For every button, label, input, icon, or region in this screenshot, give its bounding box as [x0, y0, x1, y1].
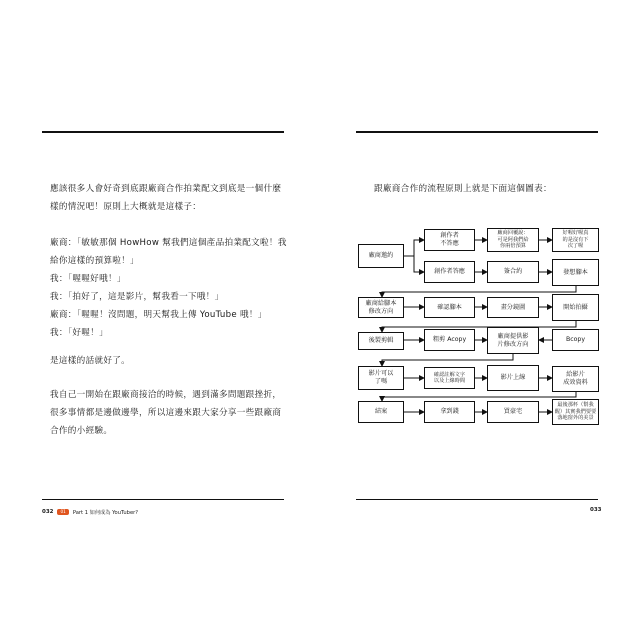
node-start-shoot: 開始拍攝	[552, 294, 599, 321]
text-line: 我：「喔喔好哦！」	[50, 274, 126, 284]
text-line: 樣的情況吧！原則上大概就是這樣子：	[50, 202, 202, 212]
page-number-left: 032	[42, 509, 54, 515]
paragraph-dialogue	[50, 234, 287, 342]
node-bcopy: Bcopy	[552, 329, 599, 351]
node-invite: 廠商邀約	[358, 244, 404, 268]
node-publish: 影片上線	[487, 365, 539, 391]
text-line: 合作的小經驗。	[50, 426, 113, 436]
node-confirm-caption: 確認註解文字 以及上線時間	[424, 367, 475, 389]
node-rough-cut: 粗剪 Acopy	[424, 329, 475, 351]
text-line: 是這樣的話就好了。	[50, 356, 131, 366]
paragraph-experience	[50, 386, 280, 440]
node-storyboard: 畫分鏡圖	[487, 297, 539, 318]
node-sign: 簽合約	[487, 261, 539, 283]
text-line: 我：「好喔！」	[50, 328, 108, 338]
chapter-title: Part 1 如何成為 YouTuber?	[72, 509, 139, 516]
node-script-idea: 發想腳本	[552, 259, 599, 286]
node-post-edit: 後製剪輯	[358, 332, 404, 350]
text-line: 廠商：「敏敏那個 HowHow 幫我們這個產品拍業配文啦！我	[50, 238, 287, 248]
bottom-rule-left	[42, 499, 284, 500]
text-line: 我自己一開始在跟廠商接洽的時候，遇到滿多問題跟挫折，	[50, 390, 282, 400]
node-creator-accept: 創作者答應	[424, 261, 475, 283]
paragraph-intro	[50, 180, 280, 216]
node-creator-reject: 創作者 不答應	[424, 229, 475, 251]
node-buy-house: 買豪宅	[487, 401, 539, 423]
node-get-paid: 拿到錢	[424, 401, 475, 423]
node-confirm-script: 確認腳本	[424, 297, 475, 318]
top-rule-right	[356, 131, 598, 133]
node-illusion: 最後那杯（幫我 醒）其實我們要要 落地窗外的美景	[552, 399, 599, 425]
page-number-right: 033	[590, 507, 602, 513]
text-line: 應該很多人會好奇到底跟廠商合作拍業配文到底是一個什麼	[50, 184, 282, 194]
text-line: 廠商：「喔喔！沒問題，明天幫我上傳 YouTube 哦！」	[50, 310, 267, 320]
chapter-badge: 01	[57, 509, 68, 515]
text-line: 很多事情都是邊做邊學，所以這邊來跟大家分享一些跟廠商	[50, 408, 282, 418]
node-video-ok: 影片可以 了嗎	[358, 366, 404, 390]
node-not-again: 好喔好喔真 的是沒有下 次了喔	[552, 228, 599, 252]
node-vendor-counter: 廠商回覆說： 可是阿我們給 你兩倍預算	[487, 228, 539, 252]
top-rule-left	[42, 131, 284, 133]
paragraph-conclusion	[50, 352, 280, 370]
node-vendor-cut-notes: 廠商提供影 片修改方向	[487, 327, 539, 354]
node-close-case: 結案	[358, 401, 404, 423]
bottom-rule-right	[356, 499, 598, 500]
node-vendor-revise: 廠商給腳本 修改方向	[358, 297, 404, 318]
flowchart-intro: 跟廠商合作的流程原則上就是下面這個圖表：	[374, 184, 552, 194]
text-line: 我：「拍好了，這是影片，幫我看一下哦！」	[50, 292, 224, 302]
node-report: 給影片 成效資料	[552, 366, 599, 392]
footer-left	[42, 507, 138, 517]
text-line: 給你這樣的預算啦！」	[50, 256, 139, 266]
